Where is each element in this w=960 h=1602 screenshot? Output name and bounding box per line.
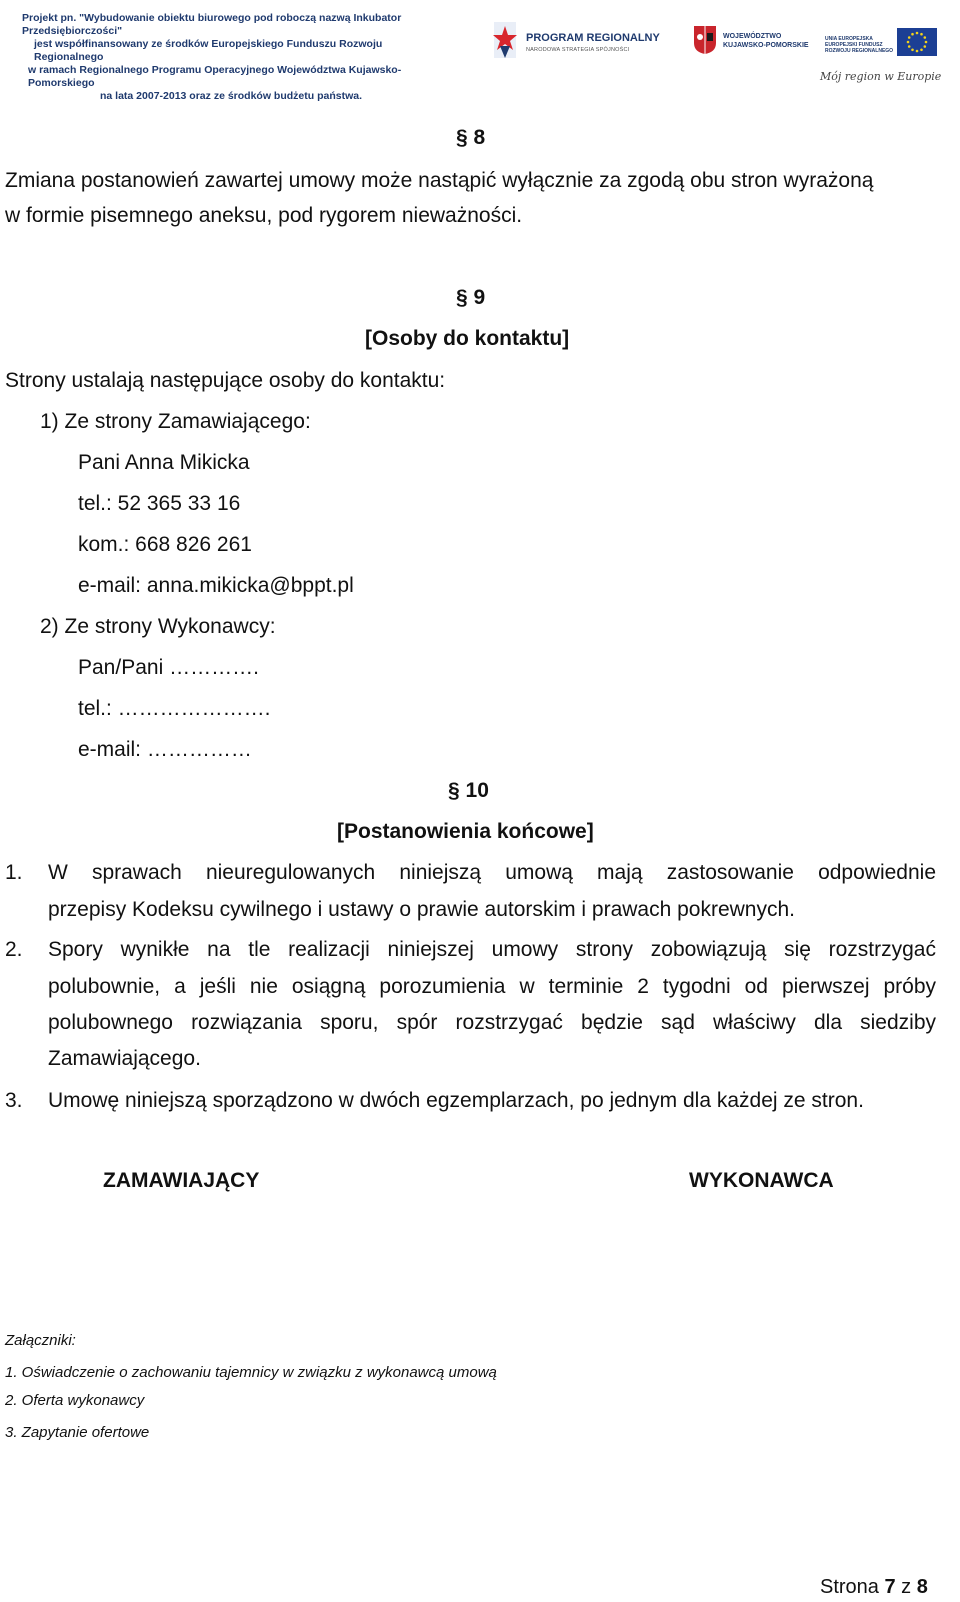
program-star-icon	[490, 18, 520, 62]
program-title: PROGRAM REGIONALNY	[526, 32, 660, 44]
contact-2-tel: tel.: ………………….	[78, 697, 271, 720]
paragraph-2-number: 2.	[5, 938, 23, 961]
paragraph-1-line-2: przepisy Kodeksu cywilnego i ustawy o prawie autorskim i prawach pokrewnych.	[48, 898, 795, 921]
project-line: na lata 2007-2013 oraz ze środków budżetu państwa.	[100, 90, 363, 102]
attachments-title: Załączniki:	[5, 1332, 76, 1349]
section-8-line-1: Zmiana postanowień zawartej umowy może nastąpić wyłącznie za zgodą obu stron wyrażoną	[5, 169, 874, 192]
paragraph-3-number: 3.	[5, 1089, 23, 1112]
paragraph-2-line-4: Zamawiającego.	[48, 1047, 201, 1070]
section-10-heading: § 10	[448, 779, 489, 802]
contact-1-email: e-mail: anna.mikicka@bppt.pl	[78, 574, 354, 597]
eu-logo	[820, 28, 945, 98]
region-crest-icon	[693, 25, 717, 55]
attachment-item: 2. Oferta wykonawcy	[5, 1392, 145, 1409]
page-number-current: 7	[884, 1576, 896, 1598]
paragraph-2-line-3: polubownego rozwiązania sporu, spór rozstrzygać będzie sąd właściwy dla siedziby	[48, 1011, 936, 1034]
paragraph-3-line-1: Umowę niniejszą sporządzono w dwóch egzemplarzach, po jednym dla każdej ze stron.	[48, 1089, 864, 1112]
paragraph-2-line-1: Spory wynikłe na tle realizacji niniejszej umowy strony zobowiązują się rozstrzygać	[48, 938, 936, 961]
project-line: jest współfinansowany ze środków Europejskiego Funduszu Rozwoju Regionalnego	[34, 38, 383, 63]
contact-2-name: Pan/Pani ………….	[78, 656, 259, 679]
section-8-heading: § 8	[456, 126, 486, 149]
contacts-intro: Strony ustalają następujące osoby do kontaktu:	[5, 369, 446, 392]
project-line: Projekt pn. "Wybudowanie obiektu biurowego pod roboczą nazwą Inkubator Przedsiębiorczości"	[22, 12, 402, 37]
region-line-2: KUJAWSKO-POMORSKIE	[723, 42, 809, 49]
contact-1-name: Pani Anna Mikicka	[78, 451, 250, 474]
page-number-prefix: Strona	[820, 1576, 885, 1598]
contact-1-mobile: kom.: 668 826 261	[78, 533, 252, 556]
eu-motto: Mój region w Europie	[820, 70, 942, 83]
project-info	[22, 12, 452, 103]
attachment-item: 3. Zapytanie ofertowe	[5, 1424, 150, 1441]
contact-1-label: 1) Ze strony Zamawiającego:	[40, 410, 311, 433]
header-banner	[0, 0, 960, 102]
eu-text: UNIA EUROPEJSKA EUROPEJSKI FUNDUSZ ROZWOJU REGIONALNEGO	[825, 36, 894, 54]
region-logo	[693, 25, 813, 65]
paragraph-2-line-2: polubownie, a jeśli nie osiągną porozumienia w terminie 2 tygodni od pierwszej próby	[48, 975, 936, 998]
section-10-subheading: [Postanowienia końcowe]	[337, 820, 594, 843]
contact-2-label: 2) Ze strony Wykonawcy:	[40, 615, 276, 638]
eu-flag-icon	[897, 28, 937, 56]
project-line: w ramach Regionalnego Programu Operacyjnego Województwa Kujawsko-Pomorskiego	[28, 64, 402, 89]
section-9-subheading: [Osoby do kontaktu]	[365, 327, 570, 350]
section-8-line-2: w formie pisemnego aneksu, pod rygorem nieważności.	[5, 204, 523, 227]
page-number-total: 8	[916, 1576, 928, 1598]
program-subtitle: NARODOWA STRATEGIA SPÓJNOŚCI	[526, 47, 630, 53]
attachment-item: 1. Oświadczenie o zachowaniu tajemnicy w związku z wykonawcą umową	[5, 1364, 497, 1381]
contact-2-email: e-mail: ……………	[78, 738, 252, 761]
section-9-heading: § 9	[456, 286, 486, 309]
program-regionalny-logo	[490, 18, 660, 66]
page-number-middle: z	[895, 1576, 917, 1598]
region-line-1: WOJEWÓDZTWO	[723, 33, 782, 40]
page-number	[820, 1576, 928, 1599]
signature-contractor: WYKONAWCA	[689, 1169, 834, 1192]
contact-1-tel: tel.: 52 365 33 16	[78, 492, 241, 515]
paragraph-1-number: 1.	[5, 861, 23, 884]
paragraph-1-line-1: W sprawach nieuregulowanych niniejszą umową mają zastosowanie odpowiednie	[48, 861, 936, 884]
signature-ordering-party: ZAMAWIAJĄCY	[103, 1169, 260, 1192]
